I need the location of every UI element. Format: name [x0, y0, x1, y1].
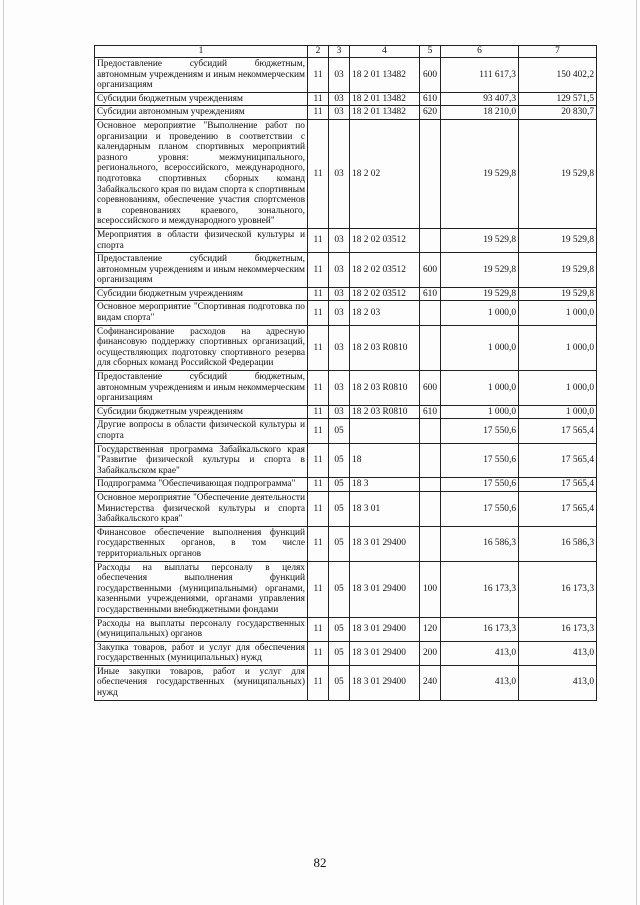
budget-table: [94, 45, 597, 701]
amount-year1-cell: 19 529,8: [441, 119, 519, 228]
target-article-cell: 18 3 01: [350, 491, 420, 526]
amount-year1-cell: 1 000,0: [441, 301, 519, 325]
subsection-code-cell: 03: [329, 253, 350, 288]
row-name-cell: Основное мероприятие "Выполнение работ по организации и проведению в соответствии с календарным планом спортивных мероприятий разного уровня: межмуниципального, регионального, всероссийского, международного, подготовка спортивных сборных команд Забайкальского края по видам спорта к спортивным соревнованиям, обеспечение участия спортсменов в соревнованиях краевого, зонального, всероссийского и международного уровней": [95, 119, 308, 228]
amount-year1-cell: 19 529,8: [441, 287, 519, 301]
row-name-cell: Предоставление субсидий бюджетным, автономным учреждениям и иным некоммерческим организациям: [95, 58, 308, 93]
expense-type-cell: 100: [420, 561, 441, 617]
target-article-cell: 18 3 01 29400: [350, 526, 420, 561]
table-row: [95, 665, 597, 700]
table-row: [95, 301, 597, 325]
expense-type-cell: 610: [420, 287, 441, 301]
table-row: [95, 617, 597, 641]
section-code-cell: 11: [308, 405, 329, 419]
amount-year1-cell: 16 173,3: [441, 617, 519, 641]
target-article-cell: 18 2 02 03512: [350, 287, 420, 301]
section-code-cell: 11: [308, 106, 329, 120]
amount-year1-cell: 19 529,8: [441, 253, 519, 288]
amount-year1-cell: 18 210,0: [441, 106, 519, 120]
table-row: [95, 228, 597, 252]
target-article-cell: 18 2 02 03512: [350, 253, 420, 288]
section-code-cell: 11: [308, 491, 329, 526]
table-row: [95, 325, 597, 370]
amount-year2-cell: 17 565,4: [519, 478, 597, 492]
row-name-cell: Субсидии бюджетным учреждениям: [95, 92, 308, 106]
subsection-code-cell: 05: [329, 478, 350, 492]
table-row: [95, 561, 597, 617]
subsection-code-cell: 03: [329, 287, 350, 301]
subsection-code-cell: 03: [329, 92, 350, 106]
amount-year2-cell: 20 830,7: [519, 106, 597, 120]
section-code-cell: 11: [308, 419, 329, 443]
table-row: [95, 92, 597, 106]
row-name-cell: Финансовое обеспечение выполнения функций государственных органов, в том числе территориальных органов: [95, 526, 308, 561]
subsection-code-cell: 03: [329, 119, 350, 228]
subsection-code-cell: 03: [329, 301, 350, 325]
section-code-cell: 11: [308, 287, 329, 301]
subsection-code-cell: 05: [329, 617, 350, 641]
amount-year2-cell: 19 529,8: [519, 253, 597, 288]
target-article-cell: 18 2 03 R0810: [350, 325, 420, 370]
amount-year1-cell: 1 000,0: [441, 405, 519, 419]
subsection-code-cell: 05: [329, 641, 350, 665]
amount-year2-cell: 16 173,3: [519, 617, 597, 641]
row-name-cell: Другие вопросы в области физической культуры и спорта: [95, 419, 308, 443]
expense-type-cell: 120: [420, 617, 441, 641]
target-article-cell: 18 2 01 13482: [350, 58, 420, 93]
subsection-code-cell: 05: [329, 443, 350, 478]
expense-type-cell: [420, 325, 441, 370]
section-code-cell: 11: [308, 58, 329, 93]
table-row: [95, 287, 597, 301]
section-code-cell: 11: [308, 526, 329, 561]
section-code-cell: 11: [308, 325, 329, 370]
expense-type-cell: [420, 119, 441, 228]
amount-year1-cell: 16 586,3: [441, 526, 519, 561]
expense-type-cell: 610: [420, 92, 441, 106]
section-code-cell: 11: [308, 228, 329, 252]
amount-year2-cell: 413,0: [519, 665, 597, 700]
amount-year1-cell: 93 407,3: [441, 92, 519, 106]
section-code-cell: 11: [308, 443, 329, 478]
target-article-cell: 18 2 03: [350, 301, 420, 325]
amount-year1-cell: 17 550,6: [441, 491, 519, 526]
section-code-cell: 11: [308, 561, 329, 617]
amount-year1-cell: 1 000,0: [441, 325, 519, 370]
expense-type-cell: [420, 526, 441, 561]
subsection-code-cell: 03: [329, 371, 350, 406]
expense-type-cell: 610: [420, 405, 441, 419]
subsection-code-cell: 03: [329, 228, 350, 252]
expense-type-cell: [420, 443, 441, 478]
row-name-cell: Закупка товаров, работ и услуг для обеспечения государственных (муниципальных) нужд: [95, 641, 308, 665]
row-name-cell: Иные закупки товаров, работ и услуг для обеспечения государственных (муниципальных) нужд: [95, 665, 308, 700]
row-name-cell: Субсидии бюджетным учреждениям: [95, 287, 308, 301]
table-row: [95, 405, 597, 419]
table-row: [95, 491, 597, 526]
target-article-cell: 18 2 02: [350, 119, 420, 228]
table-row: [95, 443, 597, 478]
amount-year1-cell: 17 550,6: [441, 443, 519, 478]
table-row: [95, 526, 597, 561]
table-row: [95, 641, 597, 665]
target-article-cell: 18 3: [350, 478, 420, 492]
amount-year2-cell: 16 586,3: [519, 526, 597, 561]
amount-year2-cell: 129 571,5: [519, 92, 597, 106]
amount-year2-cell: 1 000,0: [519, 301, 597, 325]
target-article-cell: 18 3 01 29400: [350, 641, 420, 665]
subsection-code-cell: 03: [329, 325, 350, 370]
subsection-code-cell: 03: [329, 405, 350, 419]
table-row: [95, 419, 597, 443]
scan-edge-right: [636, 0, 637, 905]
expense-type-cell: [420, 301, 441, 325]
row-name-cell: Расходы на выплаты персоналу государственных (муниципальных) органов: [95, 617, 308, 641]
expense-type-cell: [420, 419, 441, 443]
expense-type-cell: 620: [420, 106, 441, 120]
header-cell: 7: [519, 46, 597, 58]
amount-year2-cell: 1 000,0: [519, 325, 597, 370]
row-name-cell: Основное мероприятие "Спортивная подготовка по видам спорта": [95, 301, 308, 325]
amount-year1-cell: 16 173,3: [441, 561, 519, 617]
row-name-cell: Предоставление субсидий бюджетным, автономным учреждениям и иным некоммерческим организациям: [95, 253, 308, 288]
section-code-cell: 11: [308, 119, 329, 228]
row-name-cell: Субсидии бюджетным учреждениям: [95, 405, 308, 419]
subsection-code-cell: 05: [329, 561, 350, 617]
expense-type-cell: 200: [420, 641, 441, 665]
amount-year2-cell: 19 529,8: [519, 287, 597, 301]
expense-type-cell: [420, 478, 441, 492]
target-article-cell: 18 3 01 29400: [350, 561, 420, 617]
row-name-cell: Основное мероприятие "Обеспечение деятельности Министерства физической культуры и спорта Забайкальского края": [95, 491, 308, 526]
row-name-cell: Софинансирование расходов на адресную финансовую поддержку спортивных организаций, осуществляющих подготовку спортивного резерва для сборных команд Российской Федерации: [95, 325, 308, 370]
table-row: [95, 119, 597, 228]
amount-year2-cell: 150 402,2: [519, 58, 597, 93]
section-code-cell: 11: [308, 371, 329, 406]
amount-year2-cell: 16 173,3: [519, 561, 597, 617]
table-row: [95, 253, 597, 288]
subsection-code-cell: 05: [329, 491, 350, 526]
amount-year1-cell: 17 550,6: [441, 478, 519, 492]
amount-year1-cell: 413,0: [441, 641, 519, 665]
row-name-cell: Субсидии автономным учреждениям: [95, 106, 308, 120]
amount-year1-cell: 111 617,3: [441, 58, 519, 93]
row-name-cell: Предоставление субсидий бюджетным, автономным учреждениям и иным некоммерческим организациям: [95, 371, 308, 406]
amount-year2-cell: 17 565,4: [519, 491, 597, 526]
expense-type-cell: 600: [420, 371, 441, 406]
section-code-cell: 11: [308, 92, 329, 106]
table-row: [95, 478, 597, 492]
expense-type-cell: [420, 491, 441, 526]
row-name-cell: Расходы на выплаты персоналу в целях обеспечения выполнения функций государственными (муниципальными) органами, казенными учреждениями, органами управления государственными внебюджетными фондами: [95, 561, 308, 617]
expense-type-cell: 600: [420, 253, 441, 288]
header-cell: 4: [350, 46, 420, 58]
target-article-cell: 18 2 03 R0810: [350, 405, 420, 419]
amount-year1-cell: 1 000,0: [441, 371, 519, 406]
amount-year2-cell: 19 529,8: [519, 119, 597, 228]
header-cell: 6: [441, 46, 519, 58]
subsection-code-cell: 05: [329, 419, 350, 443]
section-code-cell: 11: [308, 301, 329, 325]
amount-year2-cell: 1 000,0: [519, 371, 597, 406]
subsection-code-cell: 05: [329, 665, 350, 700]
table-body: [95, 58, 597, 701]
target-article-cell: 18 2 03 R0810: [350, 371, 420, 406]
header-cell: 2: [308, 46, 329, 58]
header-cell: 3: [329, 46, 350, 58]
target-article-cell: 18 3 01 29400: [350, 665, 420, 700]
amount-year1-cell: 19 529,8: [441, 228, 519, 252]
target-article-cell: 18: [350, 443, 420, 478]
subsection-code-cell: 03: [329, 58, 350, 93]
target-article-cell: [350, 419, 420, 443]
row-name-cell: Государственная программа Забайкальского края "Развитие физической культуры и спорта в Забайкальском крае": [95, 443, 308, 478]
section-code-cell: 11: [308, 641, 329, 665]
subsection-code-cell: 03: [329, 106, 350, 120]
target-article-cell: 18 2 02 03512: [350, 228, 420, 252]
section-code-cell: 11: [308, 665, 329, 700]
amount-year2-cell: 17 565,4: [519, 419, 597, 443]
target-article-cell: 18 2 01 13482: [350, 106, 420, 120]
header-cell: 5: [420, 46, 441, 58]
target-article-cell: 18 2 01 13482: [350, 92, 420, 106]
expense-type-cell: [420, 228, 441, 252]
header-cell: 1: [95, 46, 308, 58]
amount-year1-cell: 413,0: [441, 665, 519, 700]
expense-type-cell: 600: [420, 58, 441, 93]
section-code-cell: 11: [308, 253, 329, 288]
target-article-cell: 18 3 01 29400: [350, 617, 420, 641]
row-name-cell: Подпрограмма "Обеспечивающая подпрограмма": [95, 478, 308, 492]
expense-type-cell: 240: [420, 665, 441, 700]
amount-year1-cell: 17 550,6: [441, 419, 519, 443]
amount-year2-cell: 413,0: [519, 641, 597, 665]
amount-year2-cell: 17 565,4: [519, 443, 597, 478]
table-row: [95, 106, 597, 120]
header-row: [95, 46, 597, 58]
amount-year2-cell: 1 000,0: [519, 405, 597, 419]
subsection-code-cell: 05: [329, 526, 350, 561]
row-name-cell: Мероприятия в области физической культуры и спорта: [95, 228, 308, 252]
table-row: [95, 58, 597, 93]
section-code-cell: 11: [308, 478, 329, 492]
scan-edge-left: [3, 0, 4, 905]
page-number: 82: [313, 855, 327, 870]
amount-year2-cell: 19 529,8: [519, 228, 597, 252]
section-code-cell: 11: [308, 617, 329, 641]
table-row: [95, 371, 597, 406]
